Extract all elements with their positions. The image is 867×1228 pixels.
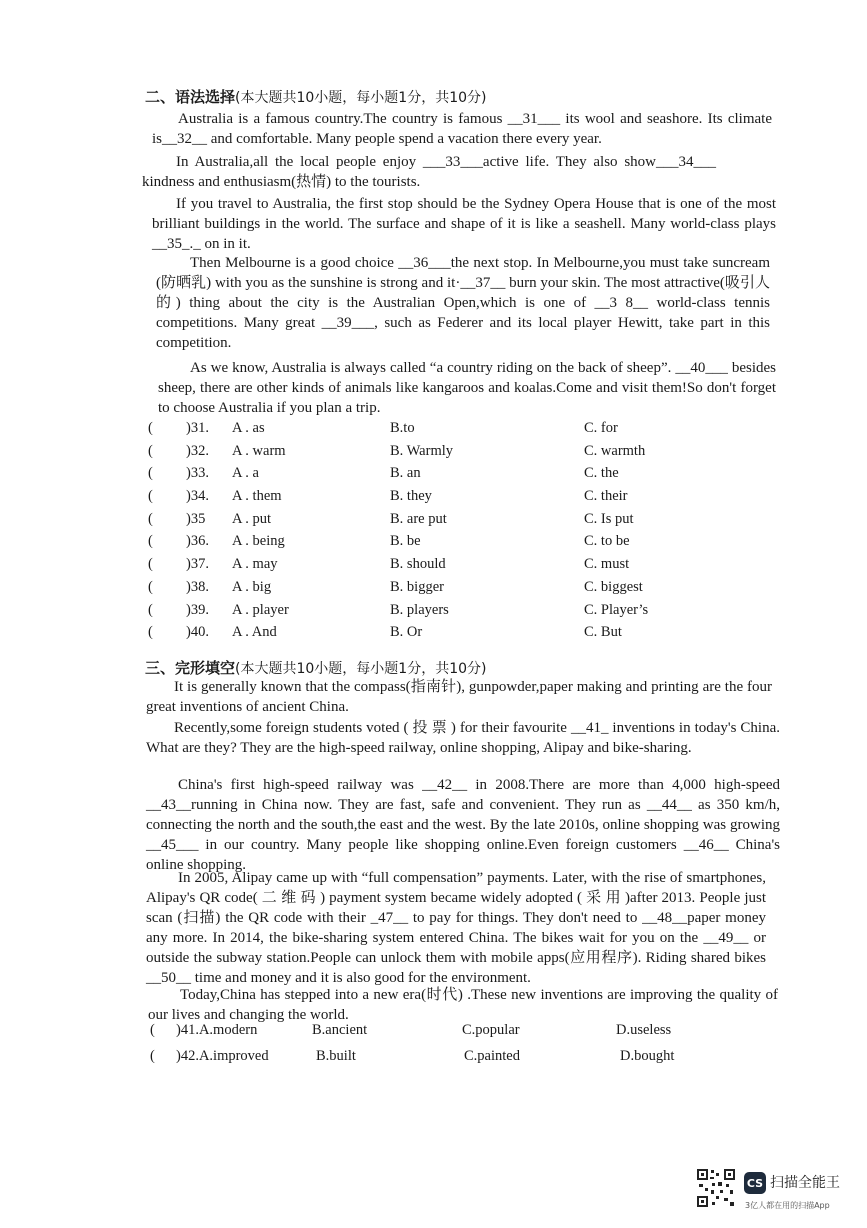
section-2-title: 二、语法选择 [145,88,236,106]
section-2-subtitle: (本大题共10小题，每小题1分，共10分) [235,90,487,106]
question-number: )34. [186,488,209,505]
option-c: C. must [584,556,630,573]
option-b: B.to [390,420,415,436]
option-a: A . player [232,601,289,618]
answer-blank: ( [150,1048,155,1064]
option-a: A . big [232,578,272,595]
question-number: )40. [186,624,209,641]
option-a: A . may [232,556,278,573]
app-tagline: 3亿人都在用的扫描App [745,1201,830,1210]
question-number: )31. [186,420,209,436]
option-b: B. an [390,465,421,482]
camscanner-logo: CS [744,1172,766,1194]
answer-blank: ( [148,624,153,641]
answer-blank: ( [148,510,153,527]
section-3-options [150,1022,710,1074]
question-number-option-a: )41.A.modern [176,1022,258,1038]
option-row-39 [148,602,748,625]
answer-blank: ( [150,1022,155,1038]
app-name: 扫描全能王 [770,1175,840,1191]
option-b: B. Warmly [390,442,454,459]
question-number: )38. [186,578,209,595]
option-row-42 [150,1048,710,1074]
option-b: B. be [390,533,421,550]
option-c: C. to be [584,533,630,550]
option-c: C. Is put [584,510,634,527]
qr-code-icon [696,1168,736,1208]
passage-paragraph: It is generally known that the compass(指南针), gunpowder,paper making and printing are the four great inventions of ancient China. [146,679,772,715]
option-c: C. biggest [584,578,643,595]
question-number: )32. [186,442,209,459]
option-row-36 [148,533,748,556]
option-a: A . a [232,465,259,482]
answer-blank: ( [148,465,153,482]
passage-paragraph: Today,China has stepped into a new era(时代) .These new inventions are improving the quality of our lives and changing the world. [148,987,778,1023]
option-row-37 [148,556,748,579]
answer-blank: ( [148,556,153,573]
passage-paragraph: Australia is a famous country.The country is famous __31___ its wool and seashore. Its climate is__32__ and comfortable. Many people spend a vacation there every year. [152,111,772,147]
option-c: C. the [584,465,619,482]
section-3-heading [145,657,486,678]
option-c: C. Player’s [584,601,649,618]
option-d: D.useless [616,1022,672,1038]
option-c: C. warmth [584,442,646,459]
option-b: B.ancient [312,1022,368,1038]
section-2-heading [145,86,486,107]
passage-paragraph: Then Melbourne is a good choice __36___the next stop. In Melbourne,you must take suncream (防晒乳) with you as the sunshine is strong and it·__37__ burn your skin. The most attractive(吸引人的) thing about the city is the Australian Open,which is one of __3 8__ world-class tennis competitions. Many great __39___, such as Federer and its local player Hewitt, take part in this competition. [156,255,770,351]
option-b: B. players [390,601,449,618]
answer-blank: ( [148,578,153,595]
option-b: B.built [316,1048,356,1064]
answer-blank: ( [148,420,153,436]
section-3-subtitle: (本大题共10小题，每小题1分，共10分) [235,661,487,677]
option-c: C. for [584,420,618,436]
option-row-31 [148,420,748,443]
question-number: )39. [186,601,209,618]
option-row-38 [148,579,748,602]
option-row-35 [148,511,748,534]
passage-paragraph: Recently,some foreign students voted ( 投 票 ) for their favourite __41_ inventions in today's China. What are they? They are the high-speed railway, online shopping, Alipay and bike-sharing. [146,720,780,756]
option-b: B. they [390,488,432,505]
option-row-34 [148,488,748,511]
option-b: B. are put [390,510,447,527]
section-2-options [148,420,748,647]
question-number: )36. [186,533,209,550]
option-c: C.popular [462,1022,520,1038]
option-a: A . as [232,420,265,436]
option-a: A . being [232,533,285,550]
option-row-32 [148,443,748,466]
passage-paragraph: If you travel to Australia, the first stop should be the Sydney Opera House that is one of the most brilliant buildings in the world. The surface and shape of it is like a seashell. Many world-class plays __35_._ on in it. [152,196,776,252]
option-c: C.painted [464,1048,520,1064]
passage-paragraph: China's first high-speed railway was __42__ in 2008.There are more than 4,000 high-speed __43__running in China now. They are fast, safe and convenient. They run as __44__ as 350 km/h, connecting the north and the south,the east and the west. By the late 2010s, online shopping was growing __45___ in our country. Many people like shopping online.Even foreign customers __46__ China's online shopping. [146,777,780,873]
option-d: D.bought [620,1048,675,1064]
answer-blank: ( [148,601,153,618]
answer-blank: ( [148,533,153,550]
option-a: A . warm [232,442,286,459]
section-3-title: 三、完形填空 [145,659,236,677]
option-c: C. But [584,624,622,641]
passage-paragraph: In Australia,all the local people enjoy ___33___active life. They also show___34___ kindness and enthusiasm(热情) to the tourists. [142,154,716,190]
passage-paragraph: In 2005, Alipay came up with “full compensation” payments. Later, with the rise of smartphones, Alipay's QR code( 二 维 码 ) payment system became widely adopted ( 采 用 )after 2013. People just scan (扫描) the QR code with their _47__ to pay for things. They don't need to __48__paper money any more. In 2014, the bike-sharing system entered China. The bikes wait for you on the __49__ or outside the subway station.People can unlock them with mobile apps(应用程序). Riding shared bikes __50__ time and money and it is also good for the environment. [146,870,766,986]
option-a: A . And [232,624,277,641]
question-number: )37. [186,556,209,573]
passage-paragraph: As we know, Australia is always called “a country riding on the back of sheep”. __40___ besides sheep, there are other kinds of animals like kangaroos and koalas.Come and visit them!So don't forget to choose Australia if you plan a trip. [158,360,776,416]
option-b: B. should [390,556,446,573]
option-c: C. their [584,488,628,505]
option-row-41 [150,1022,710,1048]
question-number-option-a: )42.A.improved [176,1048,269,1064]
option-row-33 [148,465,748,488]
question-number: )35 [186,510,206,527]
answer-blank: ( [148,442,153,459]
option-row-40 [148,624,748,647]
option-b: B. Or [390,624,423,641]
answer-blank: ( [148,488,153,505]
option-a: A . them [232,488,282,505]
question-number: )33. [186,465,209,482]
option-b: B. bigger [390,578,444,595]
option-a: A . put [232,510,272,527]
